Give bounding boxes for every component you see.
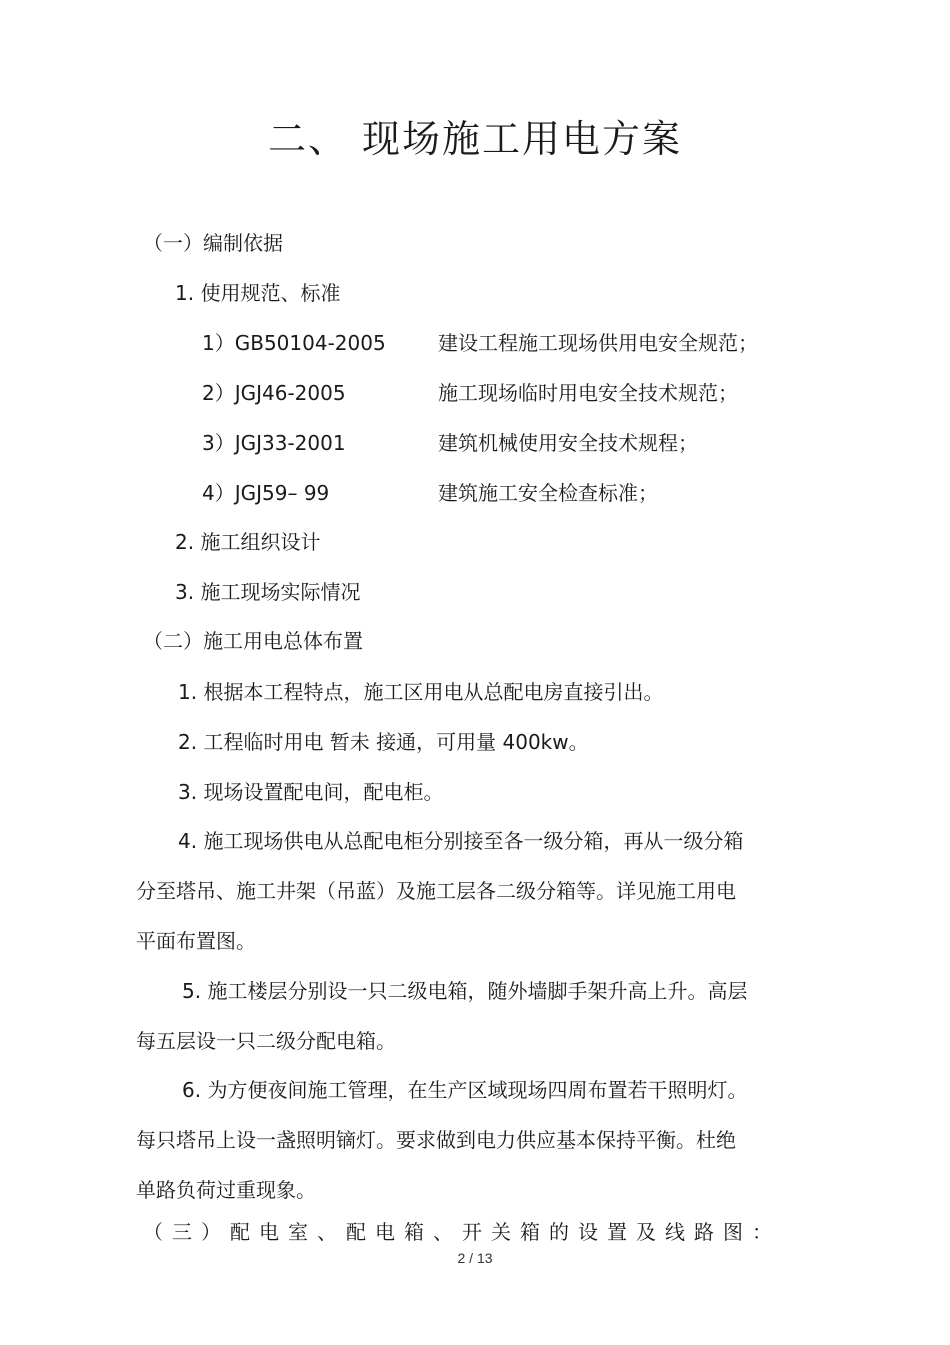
paragraph: 4. 施工现场供电从总配电柜分别接至各一级分箱，再从一级分箱 xyxy=(178,829,744,853)
item-construction-design: 2. 施工组织设计 xyxy=(175,530,321,554)
standard-name: 建设工程施工现场供用电安全规范； xyxy=(438,331,758,355)
paragraph: 5. 施工楼层分别设一只二级电箱，随外墙脚手架升高上升。高层 xyxy=(182,979,748,1003)
section-heading-basis: （一）编制依据 xyxy=(143,231,283,255)
standard-name: 施工现场临时用电安全技术规范； xyxy=(438,381,738,405)
paragraph: 2. 工程临时用电 暂未 接通，可用量 400kw。 xyxy=(178,730,589,754)
page-number: 2 / 13 xyxy=(457,1250,493,1266)
standard-name: 建筑施工安全检查标准； xyxy=(438,481,658,505)
paragraph-continuation: 分至塔吊、施工井架（吊蓝）及施工层各二级分箱等。详见施工用电 xyxy=(136,879,736,903)
page-title: 二、 现场施工用电方案 xyxy=(267,117,683,161)
paragraph-continuation: 平面布置图。 xyxy=(136,929,256,953)
item-site-conditions: 3. 施工现场实际情况 xyxy=(175,580,361,604)
standard-code: 2）JGJ46-2005 xyxy=(202,381,346,405)
standard-code: 1）GB50104-2005 xyxy=(202,331,386,355)
section-heading-distribution: （三）配电室、配电箱、开关箱的设置及线路图： xyxy=(143,1220,781,1244)
standard-name: 建筑机械使用安全技术规程； xyxy=(438,431,698,455)
item-standards: 1. 使用规范、标准 xyxy=(175,281,341,305)
paragraph-continuation: 单路负荷过重现象。 xyxy=(136,1178,316,1202)
standard-code: 3）JGJ33-2001 xyxy=(202,431,346,455)
paragraph-continuation: 每五层设一只二级分配电箱。 xyxy=(136,1029,396,1053)
paragraph-continuation: 每只塔吊上设一盏照明镝灯。要求做到电力供应基本保持平衡。杜绝 xyxy=(136,1128,736,1152)
section-heading-layout: （二）施工用电总体布置 xyxy=(143,629,363,653)
paragraph: 6. 为方便夜间施工管理，在生产区域现场四周布置若干照明灯。 xyxy=(182,1078,748,1102)
standard-code: 4）JGJ59– 99 xyxy=(202,481,330,505)
paragraph: 3. 现场设置配电间，配电柜。 xyxy=(178,780,444,804)
paragraph: 1. 根据本工程特点，施工区用电从总配电房直接引出。 xyxy=(178,680,664,704)
